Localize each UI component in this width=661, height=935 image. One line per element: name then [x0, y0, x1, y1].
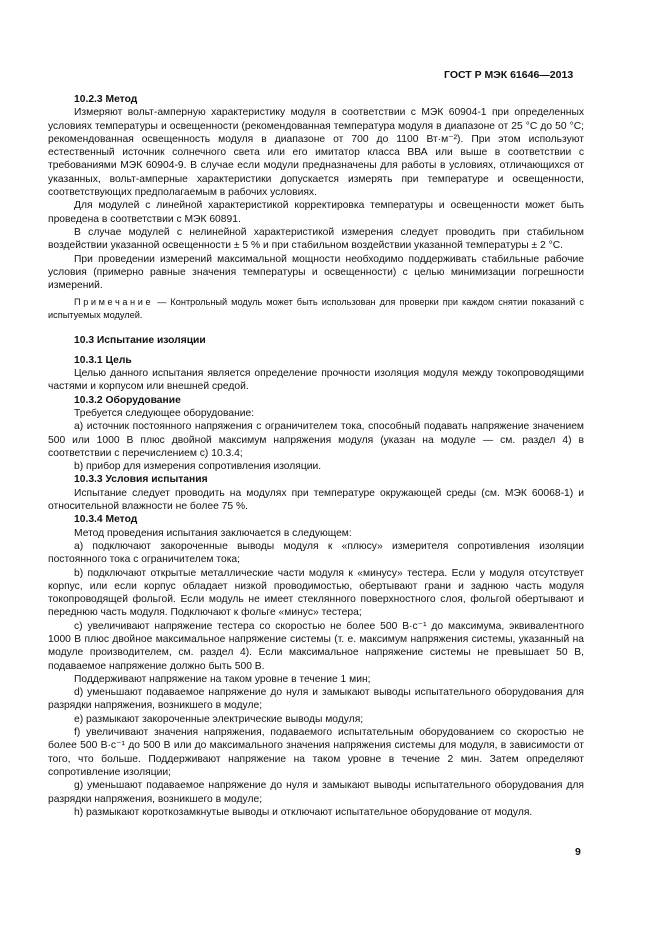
- paragraph: Измеряют вольт-амперную характеристику модуля в соответствии с МЭК 60904-1 при определенных условиях температуры и освещенности (рекомендованная температура модуля в диапазоне от 25 °С до 50 °С; рекомендованная освещенность модуля в диапазоне от 700 до 1100 Вт·м⁻²). При этом используют естественный источник солнечного света или его имитатор класса ВВА или выше в соответствии с требованиями МЭК 60904-9. В случае если модули предназначены для работы в условиях, отличающихся от указанных, вольт-амперные характеристики допускается измерять при температуре и освещенности, соответствующих предполагаемым в рабочих условиях.: [48, 107, 584, 199]
- section-heading-10-2-3: 10.2.3 Метод: [74, 94, 138, 105]
- list-item: е) размыкают закороченные электрические выводы модуля;: [74, 713, 364, 725]
- list-item: а) источник постоянного напряжения с ограничителем тока, способный подавать напряжение значением 500 или 1000 В плюс двойной максимум напряжения модуля (указан на модуле — см. раздел 4) в соответствии с перечислением с) 10.3.4;: [48, 421, 584, 459]
- paragraph: В случае модулей с нелинейной характеристикой измерения следует проводить при стабильном воздействии указанной освещенности ± 5 % и при стабильном воздействии указанной температуры ± 2 °С.: [48, 226, 584, 252]
- section-heading-10-3-1: 10.3.1 Цель: [74, 354, 132, 366]
- list-item: а) подключают закороченные выводы модуля к «плюсу» измерителя сопротивления изоляции постоянного тока с ограничителем тока;: [48, 540, 584, 566]
- note-label: Примечание: [74, 297, 154, 308]
- list-item: h) размыкают короткозамкнутые выводы и отключают испытательное оборудование от модуля.: [74, 806, 533, 818]
- list-item: b) прибор для измерения сопротивления изоляции.: [74, 461, 322, 473]
- list-item: с) увеличивают напряжение тестера со скоростью не более 500 В·с⁻¹ до максимума, эквивалентного 1000 В плюс двойное максимальное напряжение системы (т. е. максимум напряжения системы, указанный на модуле производителем, см. раздел 4). Если максимальное напряжение системы не превышает 50 В, подаваемое напряжение должно быть 500 В.: [48, 620, 584, 672]
- section-heading-10-3-2: 10.3.2 Оборудование: [74, 394, 181, 406]
- paragraph: Поддерживают напряжение на таком уровне в течение 1 мин;: [74, 673, 371, 685]
- section-heading-10-3: 10.3 Испытание изоляции: [74, 335, 206, 347]
- note: [48, 296, 584, 321]
- list-item: f) увеличивают значения напряжения, подаваемого испытательным оборудованием со скоростью не более 500 В·с⁻¹ до 500 В или до максимального значения напряжения системы для модуля, в зависимости от того, что больше. Поддерживают напряжение на таком уровне в течение 2 мин. Затем определяют сопротивление изоляции;: [48, 727, 584, 778]
- section-heading-10-3-4: 10.3.4 Метод: [74, 514, 138, 526]
- paragraph: При проведении измерений максимальной мощности необходимо поддерживать стабильные рабочие условия (примерно равные значения температуры и освещенности) с целью минимизации погрешности измерений.: [48, 253, 584, 292]
- paragraph: Испытание следует проводить на модулях при температуре окружающей среды (см. МЭК 60068-1) и относительной влажности не более 75 %.: [48, 487, 584, 513]
- document-header: ГОСТ Р МЭК 61646—2013: [444, 69, 574, 81]
- section-heading-10-3-3: 10.3.3 Условия испытания: [74, 474, 208, 486]
- paragraph: Для модулей с линейной характеристикой корректировка температуры и освещенности может быть проведена в соответствии с МЭК 60891.: [48, 200, 584, 225]
- note-text: — Контрольный модуль может быть использован для проверки при каждом снятии показаний с испытуемых модулей.: [48, 297, 584, 320]
- paragraph: Целью данного испытания является определение прочности изоляция модуля между токопроводящими частями и корпусом или внешней средой.: [48, 368, 584, 393]
- paragraph: Требуется следующее оборудование:: [74, 407, 255, 419]
- list-item: g) уменьшают подаваемое напряжение до нуля и замыкают выводы испытательного оборудования для разрядки напряжения, возникшего в модуле;: [48, 780, 584, 805]
- document-body: [48, 93, 584, 819]
- list-item: d) уменьшают подаваемое напряжение до нуля и замыкают выводы испытательного оборудования для разрядки напряжения, возникшего в модуле;: [48, 687, 584, 712]
- list-item: b) подключают открытые металлические части модуля к «минусу» тестера. Если у модуля отсутствует корпус, или если корпус обладает низкой проводимостью, обертывают грани и заднюю часть модуля токопроводящей фольгой. Если модуль не имеет стеклянного поверхностного слоя, фольгой обертывают и переднюю часть модуля. Подключают к фольге «минус» тестера;: [48, 567, 584, 619]
- page-number: 9: [575, 846, 581, 858]
- paragraph: Метод проведения испытания заключается в следующем:: [74, 527, 352, 539]
